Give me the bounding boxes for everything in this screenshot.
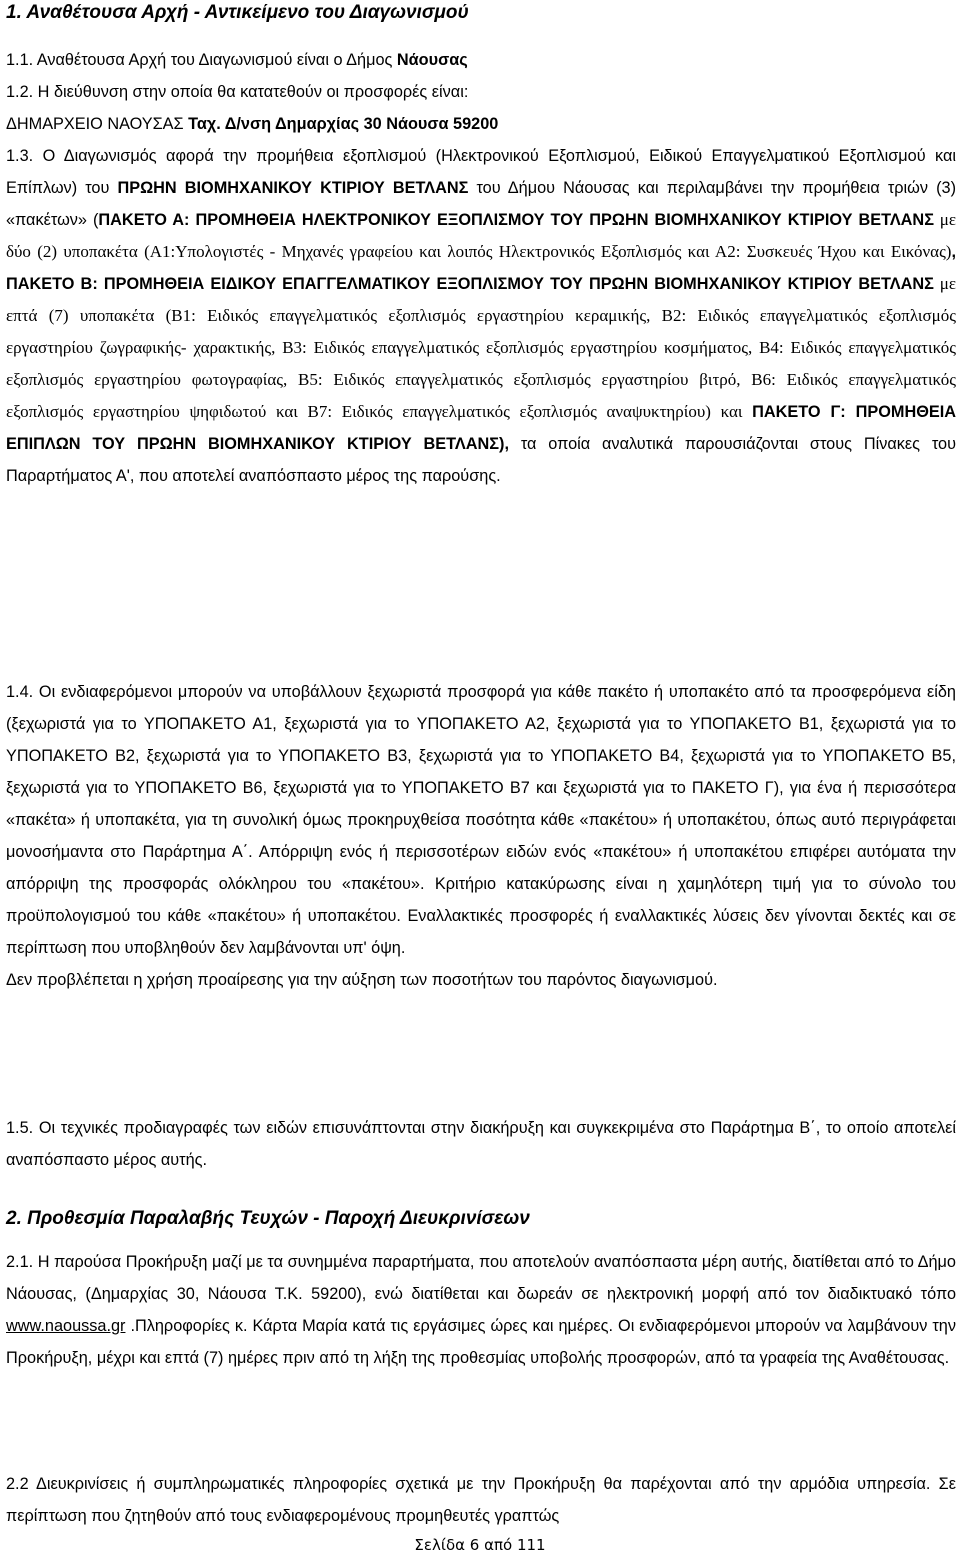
address-plain: ΔΗΜΑΡΧΕΙΟ ΝΑΟΥΣΑΣ — [6, 115, 189, 133]
p13-bold-4: ΠΑΚΕΤΟ Γ: ΠΡΟΜΗΘΕΙΑ ΕΠΙΠΛΩΝ ΤΟΥ ΠΡΩΗΝ ΒΙΟΜΗΧΑΝΙΚΟΥ ΚΤΙΡΙΟΥ ΒΕΤΛΑΝΣ), — [6, 403, 957, 453]
p13-bold-1: ΠΡΩΗΝ ΒΙΟΜΗΧΑΝΙΚΟΥ ΚΤΙΡΙΟΥ ΒΕΤΛΑΝΣ — [117, 179, 469, 197]
municipality-name: Νάουσας — [396, 51, 468, 69]
p13-bold-2: ΠΑΚΕΤΟ Α: ΠΡΟΜΗΘΕΙΑ ΗΛΕΚΤΡΟΝΙΚΟΥ ΕΞΟΠΛΙΣΜΟΥ ΤΟΥ ΠΡΩΗΝ ΒΙΟΜΗΧΑΝΙΚΟΥ ΚΤΙΡΙΟΥ ΒΕΤΛΑΝΣ — [98, 211, 934, 229]
paragraph-1-2-line2 — [6, 108, 956, 140]
p21-text-1: 2.1. Η παρούσα Προκήρυξη μαζί με τα συνημμένα παραρτήματα, που αποτελούν αναπόσπαστα μέρη αυτής, διατίθεται από το Δήμο Νάουσας, (Δημαρχίας 30, Νάουσα Τ.Κ. 59200), ενώ διατίθεται και δωρεάν σε ηλεκτρονική μορφή από τον διαδικτυακό τόπο — [6, 1253, 956, 1303]
paragraph-1-4-text: 1.4. Οι ενδιαφερόμενοι μπορούν να υποβάλλουν ξεχωριστά προσφορά για κάθε πακέτο ή υποπακέτο από τα προσφερόμενα είδη (ξεχωριστά για το ΥΠΟΠΑΚΕΤΟ Α1, ξεχωριστά για το ΥΠΟΠΑΚΕΤΟ Α2, ξεχωριστά για το ΥΠΟΠΑΚΕΤΟ Β1, ξεχωριστά για το ΥΠΟΠΑΚΕΤΟ Β2, ξεχωριστά για το ΥΠΟΠΑΚΕΤΟ Β3, ξεχωριστά για το ΥΠΟΠΑΚΕΤΟ Β4, ξεχωριστά για το ΥΠΟΠΑΚΕΤΟ Β5, ξεχωριστά για το ΥΠΟΠΑΚΕΤΟ Β6, ξεχωριστά για το ΥΠΟΠΑΚΕΤΟ Β7 και ξεχωριστά για το ΠΑΚΕΤΟ Γ), για ένα ή περισσότερα «πακέτα» ή υποπακέτα, για τη συνολική όμως προκηρυχθείσα ποσότητα κάθε «πακέτου» ή υποπακέτου, όπως αυτό περιγράφεται μονοσήμαντα στο Παράρτημα Α΄. Απόρριψη ενός ή περισσοτέρων ειδών ενός «πακέτου» ή υποπακέτου επιφέρει αυτόματα την απόρριψη της προσφοράς ολόκληρου του «πακέτου». Κριτήριο κατακύρωσης είναι η χαμηλότερη τιμή για το σύνολο του προϋπολογισμού του κάθε «πακέτου» ή υποπακέτου. Εναλλακτικές προσφορές ή εναλλακτικές λύσεις δεν γίνονται δεκτές και σε περίπτωση που υποβληθούν δεν λαμβάνονται υπ' όψη. — [6, 683, 956, 957]
paragraph-2-2: 2.2 Διευκρινίσεις ή συμπληρωματικές πληροφορίες σχετικά με την Προκήρυξη θα παρέχονται από την αρμόδια υπηρεσία. Σε περίπτωση που ζητηθούν από τους ενδιαφερομένους προμηθευτές γραπτώς — [6, 1475, 956, 1525]
p13-serif-2: με επτά (7) υποπακέτα (Β1: Ειδικός επαγγελματικός εξοπλισμός εργαστηρίου κεραμικής, Β2: Ειδικός επαγγελματικός εξοπλισμός εργαστηρίου ζωγραφικής- χαρακτικής, Β3: Ειδικός επαγγελματικός εξοπλισμός εργαστηρίου κοσμήματος, Β4: Ειδικός επαγγελματικός εξοπλισμός εργαστηρίου φωτογραφίας, Β5: Ειδικός επαγγελματικός εξοπλισμός εργαστηρίου βιτρό, Β6: Ειδικός επαγγελματικός εξοπλισμός εργαστηρίου ψηφιδωτού και Β7: Ειδικός επαγγελματικός εξοπλισμός αναψυκτηρίου) και — [6, 274, 956, 421]
paragraph-2-1 — [6, 1246, 956, 1374]
section-1-heading: 1. Αναθέτουσα Αρχή - Αντικείμενο του Διαγωνισμού — [6, 2, 469, 23]
paragraph-1-5: 1.5. Οι τεχνικές προδιαγραφές των ειδών επισυνάπτονται στην διακήρυξη και συγκεκριμένα στο Παράρτημα Β΄, το οποίο αποτελεί αναπόσπαστο μέρος αυτής. — [6, 1119, 956, 1169]
p13-text-3: τα οποία αναλυτικά παρουσιάζονται στους Πίνακες του Παραρτήματος Α', που αποτελεί αναπόσπαστο μέρος της παρούσης. — [6, 435, 956, 485]
paragraph-1-4-note: Δεν προβλέπεται η χρήση προαίρεσης για την αύξηση των ποσοτήτων του παρόντος διαγωνισμού. — [6, 971, 718, 989]
page-number-footer: Σελίδα 6 από 111 — [414, 1536, 546, 1554]
paragraph-1-4 — [6, 676, 956, 996]
section-2-heading: 2. Προθεσμία Παραλαβής Τευχών - Παροχή Διευκρινίσεων — [6, 1208, 530, 1229]
p21-text-2: .Πληροφορίες κ. Κάρτα Μαρία κατά τις εργάσιμες ώρες και ημέρες. Οι ενδιαφερόμενοι μπορούν να λαμβάνουν την Προκήρυξη, μέχρι και επτά (7) ημέρες πριν από τη λήξη της προθεσμίας υποβολής προσφορών, από τα γραφεία της Αναθέτουσας. — [6, 1317, 956, 1367]
p13-bold-3: , ΠΑΚΕΤΟ Β: ΠΡΟΜΗΘΕΙΑ ΕΙΔΙΚΟΥ ΕΠΑΓΓΕΛΜΑΤΙΚΟΥ ΕΞΟΠΛΙΣΜΟΥ ΤΟΥ ΠΡΩΗΝ ΒΙΟΜΗΧΑΝΙΚΟΥ ΚΤΙΡΙΟΥ ΒΕΤΛΑΝΣ — [6, 243, 956, 293]
website-link[interactable]: www.naoussa.gr — [6, 1317, 126, 1335]
paragraph-1-2-line1: 1.2. Η διεύθυνση στην οποία θα κατατεθούν οι προσφορές είναι: — [6, 83, 469, 101]
p13-serif-1: με δύο (2) υποπακέτα (Α1:Υπολογιστές - Μηχανές γραφείου και λοιπός Ηλεκτρονικός Εξοπλισμός και Α2: Συσκευές Ήχου και Εικόνας) — [6, 210, 956, 261]
paragraph-1-1 — [6, 44, 956, 76]
paragraph-1-2 — [6, 76, 956, 140]
paragraph-1-1-text: 1.1. Αναθέτουσα Αρχή του Διαγωνισμού είναι ο Δήμος — [6, 51, 397, 69]
paragraph-1-3 — [6, 140, 956, 492]
address-bold: Ταχ. Δ/νση Δημαρχίας 30 Νάουσα 59200 — [188, 115, 499, 133]
p13-text-2: του Δήμου Νάουσας και περιλαμβάνει την προμήθεια τριών (3) «πακέτων» ( — [6, 179, 956, 229]
p13-text-1: 1.3. Ο Διαγωνισμός αφορά την προμήθεια εξοπλισμού (Ηλεκτρονικού Εξοπλισμού, Ειδικού Επαγγελματικού Εξοπλισμού και Επίπλων) του — [6, 147, 956, 197]
